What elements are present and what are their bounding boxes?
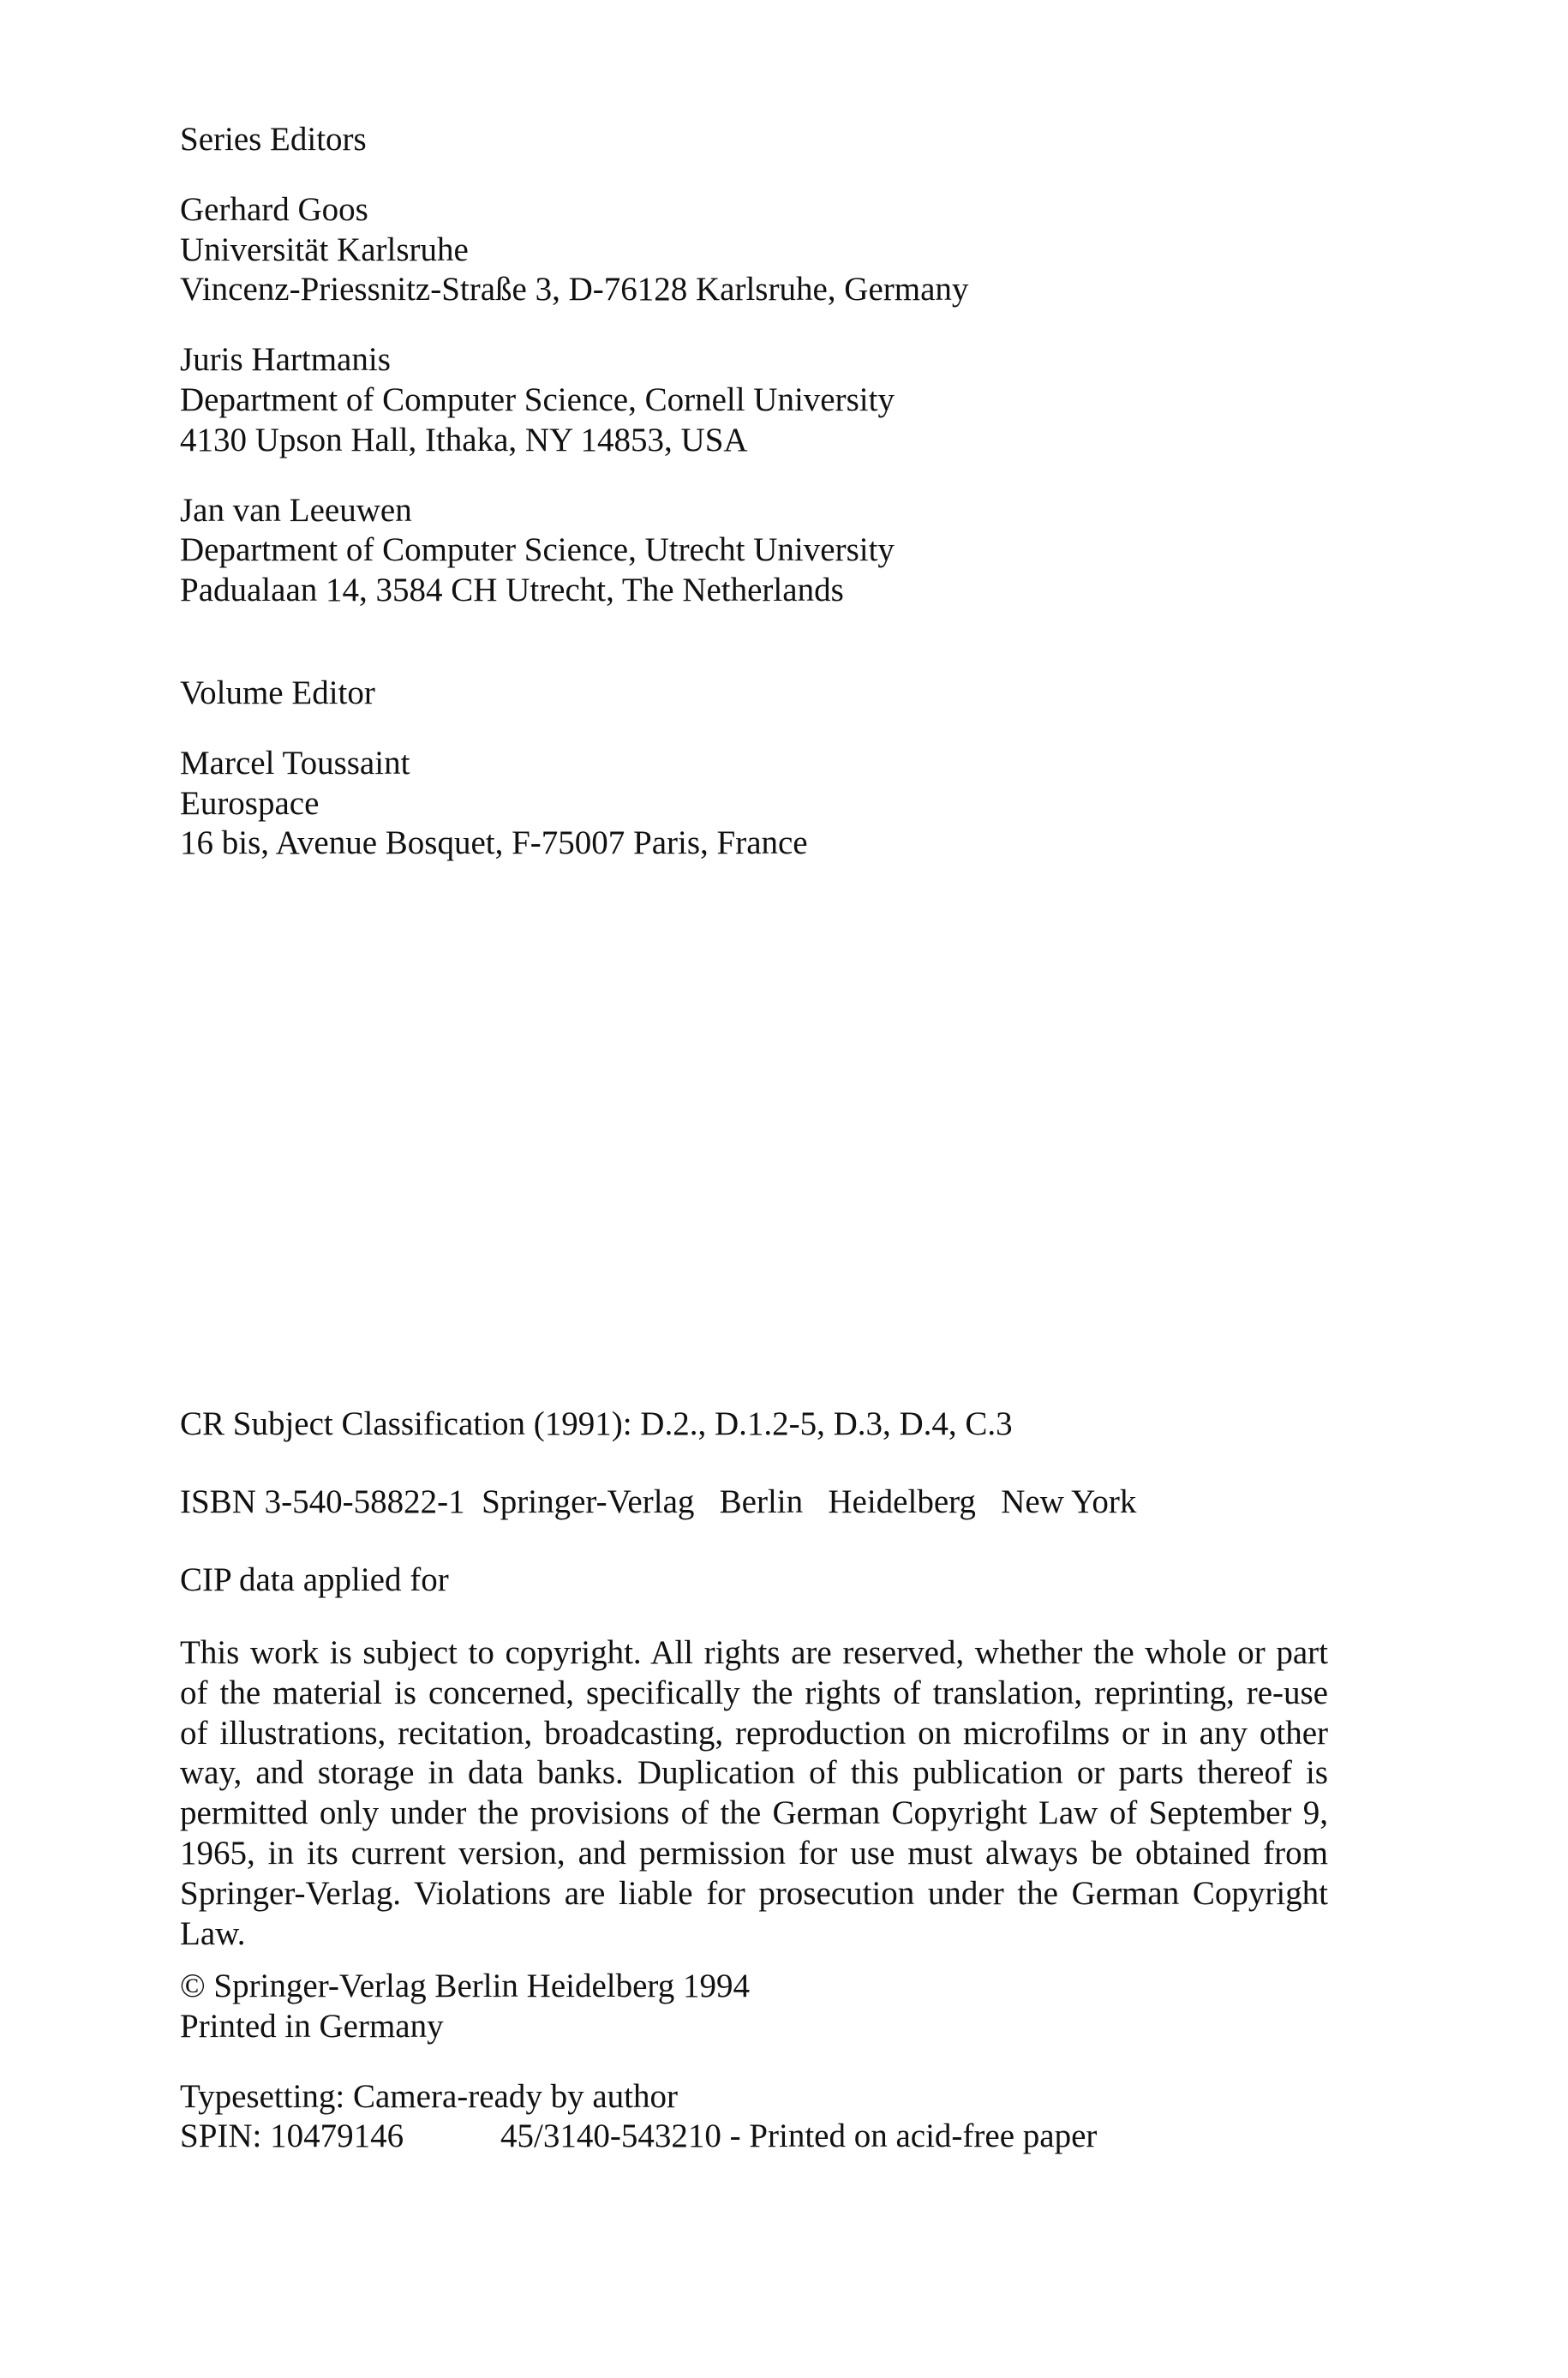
volume-editor-heading: Volume Editor [180, 674, 375, 711]
copyright-notice-line: of illustrations, recitation, broadcasting, reproduction on microfilms or in any other [180, 1714, 1328, 1752]
copyright-line: © Springer-Verlag Berlin Heidelberg 1994 [180, 1968, 750, 2004]
cr-classification: CR Subject Classification (1991): D.2., D.1.2-5, D.3, D.4, C.3 [180, 1405, 1013, 1442]
copyright-notice-line: permitted only under the provisions of the German Copyright Law of September 9, [180, 1794, 1328, 1832]
printed-in: Printed in Germany [180, 2007, 444, 2045]
volume-editor-name: Marcel Toussaint [180, 744, 410, 782]
editor-address: 4130 Upson Hall, Ithaka, NY 14853, USA [180, 421, 748, 458]
isbn-city: New York [1001, 1483, 1137, 1520]
editor-name: Jan van Leeuwen [180, 491, 412, 529]
editor-name: Juris Hartmanis [180, 341, 391, 379]
copyright-notice [180, 1633, 1328, 1954]
copyright-notice-line: This work is subject to copyright. All rights are reserved, whether the whole or part [180, 1634, 1328, 1671]
series-editors-heading: Series Editors [180, 121, 367, 158]
series-editors-section [180, 120, 968, 611]
copyright-notice-line: way, and storage in data banks. Duplication of this publication or parts thereof is [180, 1754, 1328, 1792]
publication-info [180, 1405, 1136, 1600]
volume-editor-section [180, 674, 808, 864]
editor-address: Padualaan 14, 3584 CH Utrecht, The Netherlands [180, 572, 844, 609]
isbn-city: Berlin [719, 1483, 804, 1520]
isbn-city: Heidelberg [828, 1483, 976, 1520]
editor-affiliation: Department of Computer Science, Utrecht University [180, 531, 895, 569]
cip-notice: CIP data applied for [180, 1560, 449, 1598]
spin-number: SPIN: 10479146 [180, 2117, 404, 2155]
volume-editor-address: 16 bis, Avenue Bosquet, F-75007 Paris, France [180, 824, 808, 862]
editor-affiliation: Department of Computer Science, Cornell University [180, 380, 895, 418]
imprint-section [180, 1967, 1097, 2157]
isbn-number: ISBN 3-540-58822-1 [180, 1483, 465, 1520]
editor-address: Vincenz-Priessnitz-Straße 3, D-76128 Karlsruhe, Germany [180, 271, 969, 308]
isbn-publisher: Springer-Verlag [482, 1483, 695, 1520]
copyright-notice-line: 1965, in its current version, and permission for use must always be obtained from [180, 1834, 1328, 1872]
copyright-notice-line: Springer-Verlag. Violations are liable for prosecution under the German Copyright [180, 1874, 1328, 1912]
typesetting-note: Typesetting: Camera-ready by author [180, 2077, 678, 2115]
spin-line [180, 2117, 1097, 2157]
volume-editor-affiliation: Eurospace [180, 784, 320, 822]
editor-affiliation: Universität Karlsruhe [180, 231, 469, 268]
copyright-notice-line: of the material is concerned, specifically the rights of translation, reprinting, re-use [180, 1674, 1328, 1711]
editor-name: Gerhard Goos [180, 190, 368, 228]
isbn-line [180, 1483, 1136, 1523]
spin-code: 45/3140-543210 - Printed on acid-free paper [500, 2117, 1098, 2155]
copyright-notice-line: Law. [180, 1914, 246, 1952]
